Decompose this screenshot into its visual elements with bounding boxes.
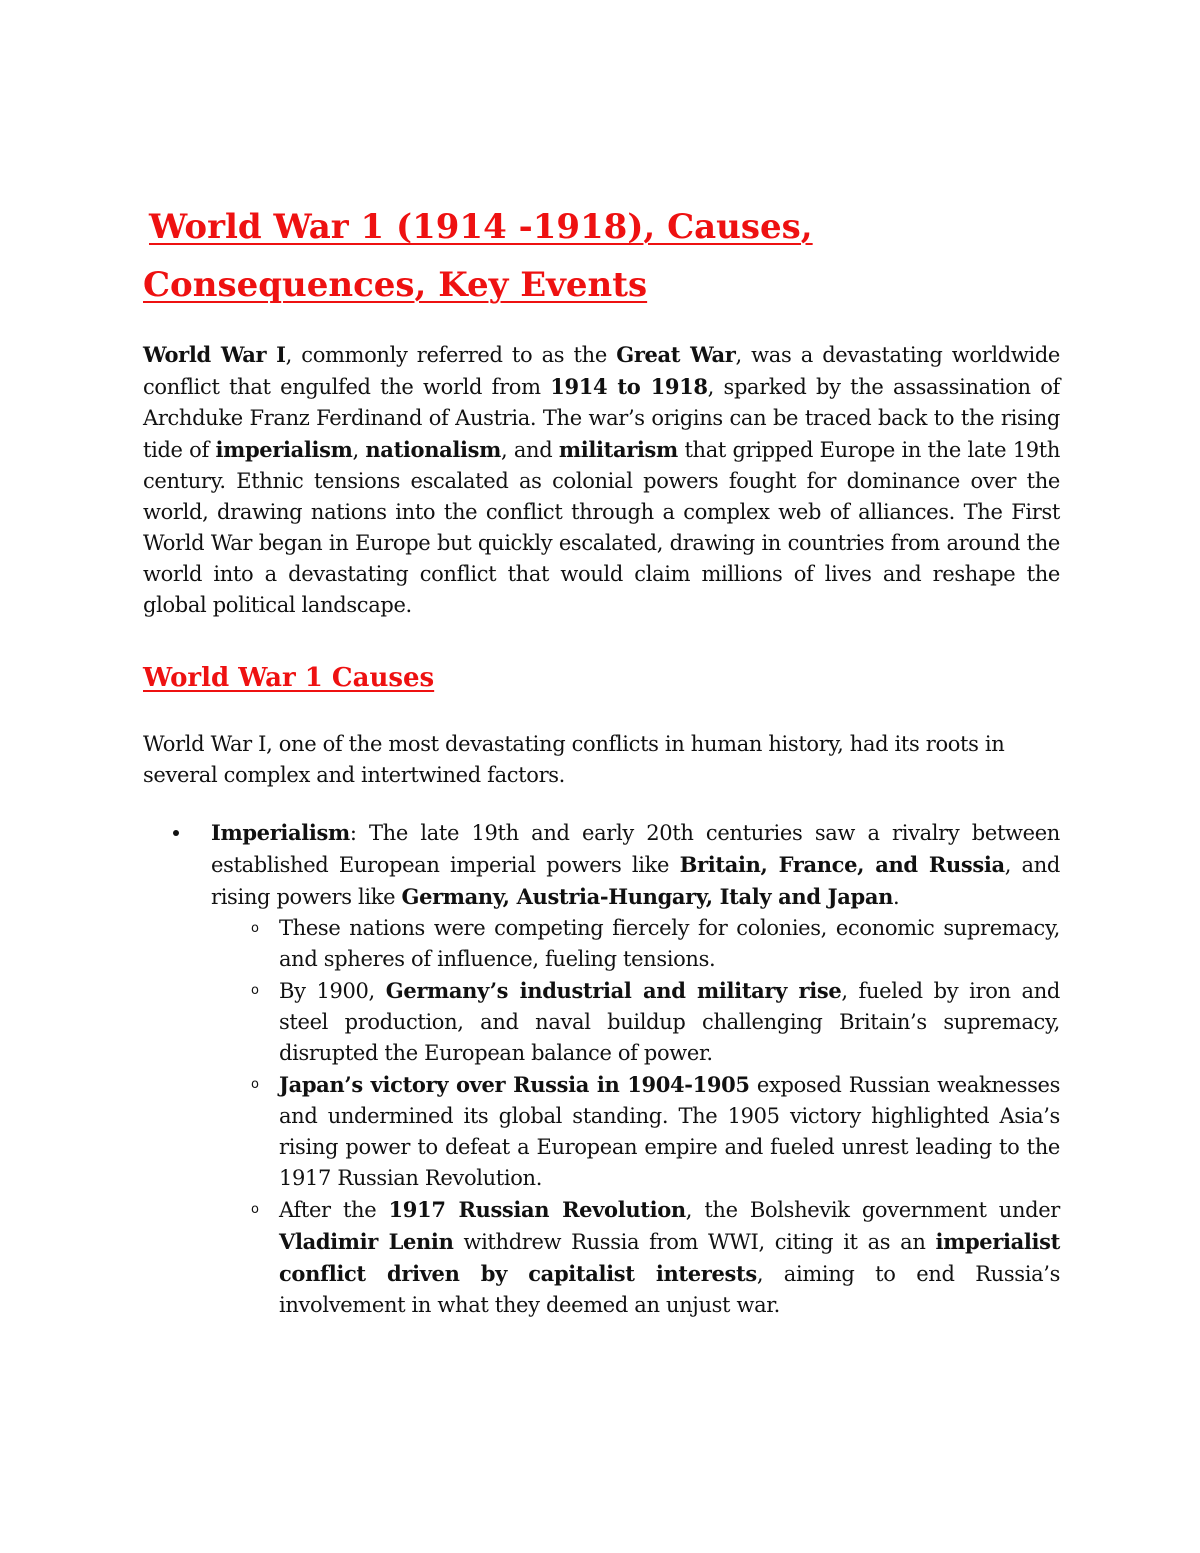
bold-text-span: Germany, Austria-Hungary, Italy and Japan <box>401 884 893 909</box>
causes-list <box>143 817 1060 1321</box>
sub-list-item-text <box>279 1198 1060 1317</box>
bold-text-span: imperialism <box>215 437 353 462</box>
text-span: . <box>893 885 900 909</box>
sub-list-item-text <box>279 916 1060 971</box>
bold-text-span: 1914 to 1918 <box>550 374 708 399</box>
text-span: , sparked by the assassination of Archduke Franz Ferdinand of Austria. The war’s origins can be traced back to the rising tide of <box>143 375 1060 462</box>
bold-text-span: Imperialism <box>211 820 350 845</box>
causes-heading: World War 1 Causes <box>143 663 435 693</box>
sub-list <box>143 913 1060 1321</box>
bullet-disc-icon <box>173 830 179 836</box>
hollow-circle-bullet-icon: o <box>251 983 259 998</box>
hollow-circle-bullet-icon: o <box>251 1202 259 1217</box>
bold-text-span: 1917 Russian Revolution <box>388 1197 686 1222</box>
sub-list-item-text <box>279 1073 1060 1190</box>
sub-list-item <box>211 913 1060 975</box>
sub-list-item <box>211 975 1060 1069</box>
title-line-1: World War 1 (1914 -1918), Causes, <box>149 207 813 247</box>
hollow-circle-bullet-icon: o <box>251 1077 259 1092</box>
text-span: , commonly referred to as the <box>285 343 617 367</box>
text-span: , the Bolshevik government under <box>685 1198 1060 1222</box>
document-title <box>143 205 1060 307</box>
list-item <box>143 817 1060 913</box>
text-span: These nations were competing fiercely for colonies, economic supremacy, and spheres of influence, fueling tensions. <box>279 916 1060 971</box>
text-span: , fueled by iron and steel production, and naval buildup challenging Britain’s supremacy, disrupted the European balance of power. <box>279 979 1060 1065</box>
bold-text-span: nationalism <box>365 437 501 462</box>
hollow-circle-bullet-icon: o <box>251 921 259 936</box>
text-span: , and <box>500 438 559 462</box>
text-span: exposed Russian weaknesses and undermined its global standing. The 1905 victory highlighted Asia’s rising power to defeat a European empire and fueled unrest leading to the 1917 Russian Revolution. <box>279 1073 1061 1190</box>
text-span: , aiming to end Russia’s involvement in what they deemed an unjust war. <box>279 1262 1060 1317</box>
bold-text-span: Vladimir Lenin <box>279 1229 454 1254</box>
bold-text-span: Japan’s victory over Russia in 1904-1905 <box>279 1072 750 1097</box>
text-span: withdrew Russia from WWI, citing it as an <box>453 1230 936 1254</box>
bold-text-span: Britain, France, and Russia <box>679 852 1005 877</box>
text-span: , <box>352 438 366 462</box>
bold-text-span: World War I <box>143 342 286 367</box>
bold-text-span: Great War <box>616 342 736 367</box>
text-span: After the <box>279 1198 389 1222</box>
bold-text-span: Germany’s industrial and military rise <box>385 978 842 1003</box>
document-page <box>143 205 1060 1321</box>
text-span: that gripped Europe in the late 19th century. Ethnic tensions escalated as colonial powers fought for dominance over the world, drawing nations into the conflict through a complex web of alliances. The First World War began in Europe but quickly escalated, drawing in countries from around the world into a devastating conflict that would claim millions of lives and reshape the global political landscape. <box>143 438 1060 617</box>
list-item-text <box>211 821 1060 909</box>
bold-text-span: imperialist conflict driven by capitalist interests <box>279 1229 1060 1286</box>
causes-intro-paragraph: World War I, one of the most devastating conflicts in human history, had its roots in several complex and intertwined factors. <box>143 732 1005 787</box>
sub-list-item <box>211 1069 1060 1194</box>
bold-text-span: militarism <box>558 437 678 462</box>
text-span: : The late 19th and early 20th centuries saw a rivalry between established European imperial powers like <box>211 821 1060 877</box>
text-span: , was a devastating worldwide conflict that engulfed the world from <box>143 343 1061 399</box>
sub-list-item <box>211 1194 1060 1321</box>
text-span: , and rising powers like <box>211 853 1060 909</box>
text-span: By 1900, <box>279 979 386 1003</box>
sub-list-item-text <box>279 979 1060 1065</box>
title-line-2: Consequences, Key Events <box>143 265 648 305</box>
intro-paragraph <box>143 339 1060 621</box>
